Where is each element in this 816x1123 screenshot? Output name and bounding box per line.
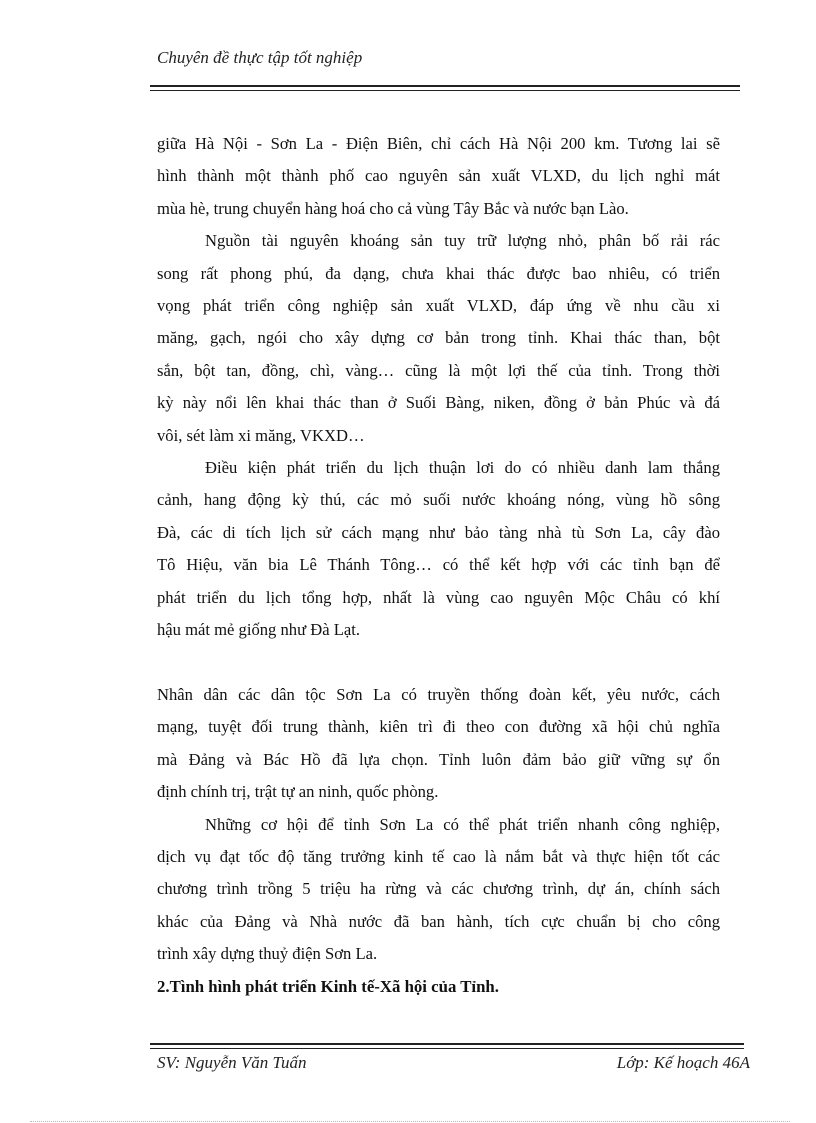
text-line: cảnh, hang động kỳ thú, các mỏ suối nước khoáng nóng, vùng hồ sông — [157, 490, 720, 510]
text-line: Đà, các di tích lịch sử cách mạng như bảo tàng nhà tù Sơn La, cây đào — [157, 522, 720, 542]
text-line: Điều kiện phát triển du lịch thuận lơi do có nhiều danh lam thắng — [205, 458, 720, 478]
bottom-dotted-line — [30, 1121, 790, 1122]
text-line: giữa Hà Nội - Sơn La - Điện Biên, chỉ cách Hà Nội 200 km. Tương lai sẽ — [157, 134, 720, 153]
text-line: hậu mát mẻ giống như Đà Lạt. — [157, 620, 360, 640]
text-line: phát triển du lịch tổng hợp, nhất là vùng cao nguyên Mộc Châu có khí — [157, 587, 720, 607]
paragraph — [157, 809, 720, 971]
text-line: chương trình trồng 5 triệu ha rừng và các chương trình, dự án, chính sách — [157, 879, 720, 899]
text-line: măng, gạch, ngói cho xây dựng cơ bản trong tỉnh. Khai thác than, bột — [157, 328, 720, 348]
paragraph — [157, 225, 720, 452]
text-line: Những cơ hội để tỉnh Sơn La có thể phát triển nhanh công nghiệp, — [205, 814, 720, 834]
paragraph-gap — [157, 647, 720, 679]
footer-student-name: SV: Nguyễn Văn Tuấn — [157, 1053, 307, 1072]
text-line: Tô Hiệu, văn bia Lê Thánh Tông… có thể kết hợp với các tỉnh bạn để — [157, 555, 720, 575]
header-rule-top — [150, 85, 740, 87]
text-line: sắn, bột tan, đồng, chì, vàng… cũng là một lợi thế của tỉnh. Trong thời — [157, 360, 720, 380]
footer-rule-top — [150, 1043, 744, 1045]
text-line: kỳ này nổi lên khai thác than ở Suối Bàng, niken, đồng ở bản Phúc và đá — [157, 393, 720, 413]
header-rule-bottom — [150, 90, 740, 91]
footer-rule-bottom — [150, 1048, 744, 1049]
text-line: dịch vụ đạt tốc độ tăng trưởng kinh tế cao là nắm bắt và thực hiện tốt các — [157, 846, 720, 866]
text-line: Nhân dân các dân tộc Sơn La có truyền thống đoàn kết, yêu nước, cách — [157, 684, 720, 704]
text-line: vôi, sét làm xi măng, VKXD… — [157, 425, 365, 445]
text-line: định chính trị, trật tự an ninh, quốc phòng. — [157, 782, 439, 802]
text-line: khác của Đảng và Nhà nước đã ban hành, tích cực chuẩn bị cho công — [157, 911, 720, 931]
text-line: mà Đảng và Bác Hồ đã lựa chọn. Tỉnh luôn đảm bảo giữ vững sự ổn — [157, 749, 720, 769]
paragraph — [157, 679, 720, 809]
text-line: mùa hè, trung chuyển hàng hoá cho cả vùng Tây Bắc và nước bạn Lào. — [157, 198, 629, 218]
text-line: Nguồn tài nguyên khoáng sản tuy trữ lượng nhỏ, phân bố rải rác — [205, 231, 720, 251]
text-line: hình thành một thành phố cao nguyên sản xuất VLXD, du lịch nghỉ mát — [157, 166, 720, 186]
text-line: mạng, tuyệt đối trung thành, kiên trì đi theo con đường xã hội chủ nghĩa — [157, 717, 720, 737]
text-line: vọng phát triển công nghiệp sản xuất VLXD, đáp ứng về nhu cầu xi — [157, 296, 720, 316]
footer-class-name: Lớp: Kế hoạch 46A — [616, 1053, 750, 1072]
paragraph — [157, 452, 720, 646]
text-line: song rất phong phú, đa dạng, chưa khai thác được bao nhiêu, có triển — [157, 263, 720, 283]
document-body — [157, 128, 720, 1003]
section-heading: 2.Tình hình phát triển Kinh tế-Xã hội của Tỉnh. — [157, 976, 499, 996]
paragraph — [157, 128, 720, 225]
page-header-title: Chuyên đề thực tập tốt nghiệp — [157, 48, 363, 67]
text-line: trình xây dựng thuỷ điện Sơn La. — [157, 944, 378, 964]
